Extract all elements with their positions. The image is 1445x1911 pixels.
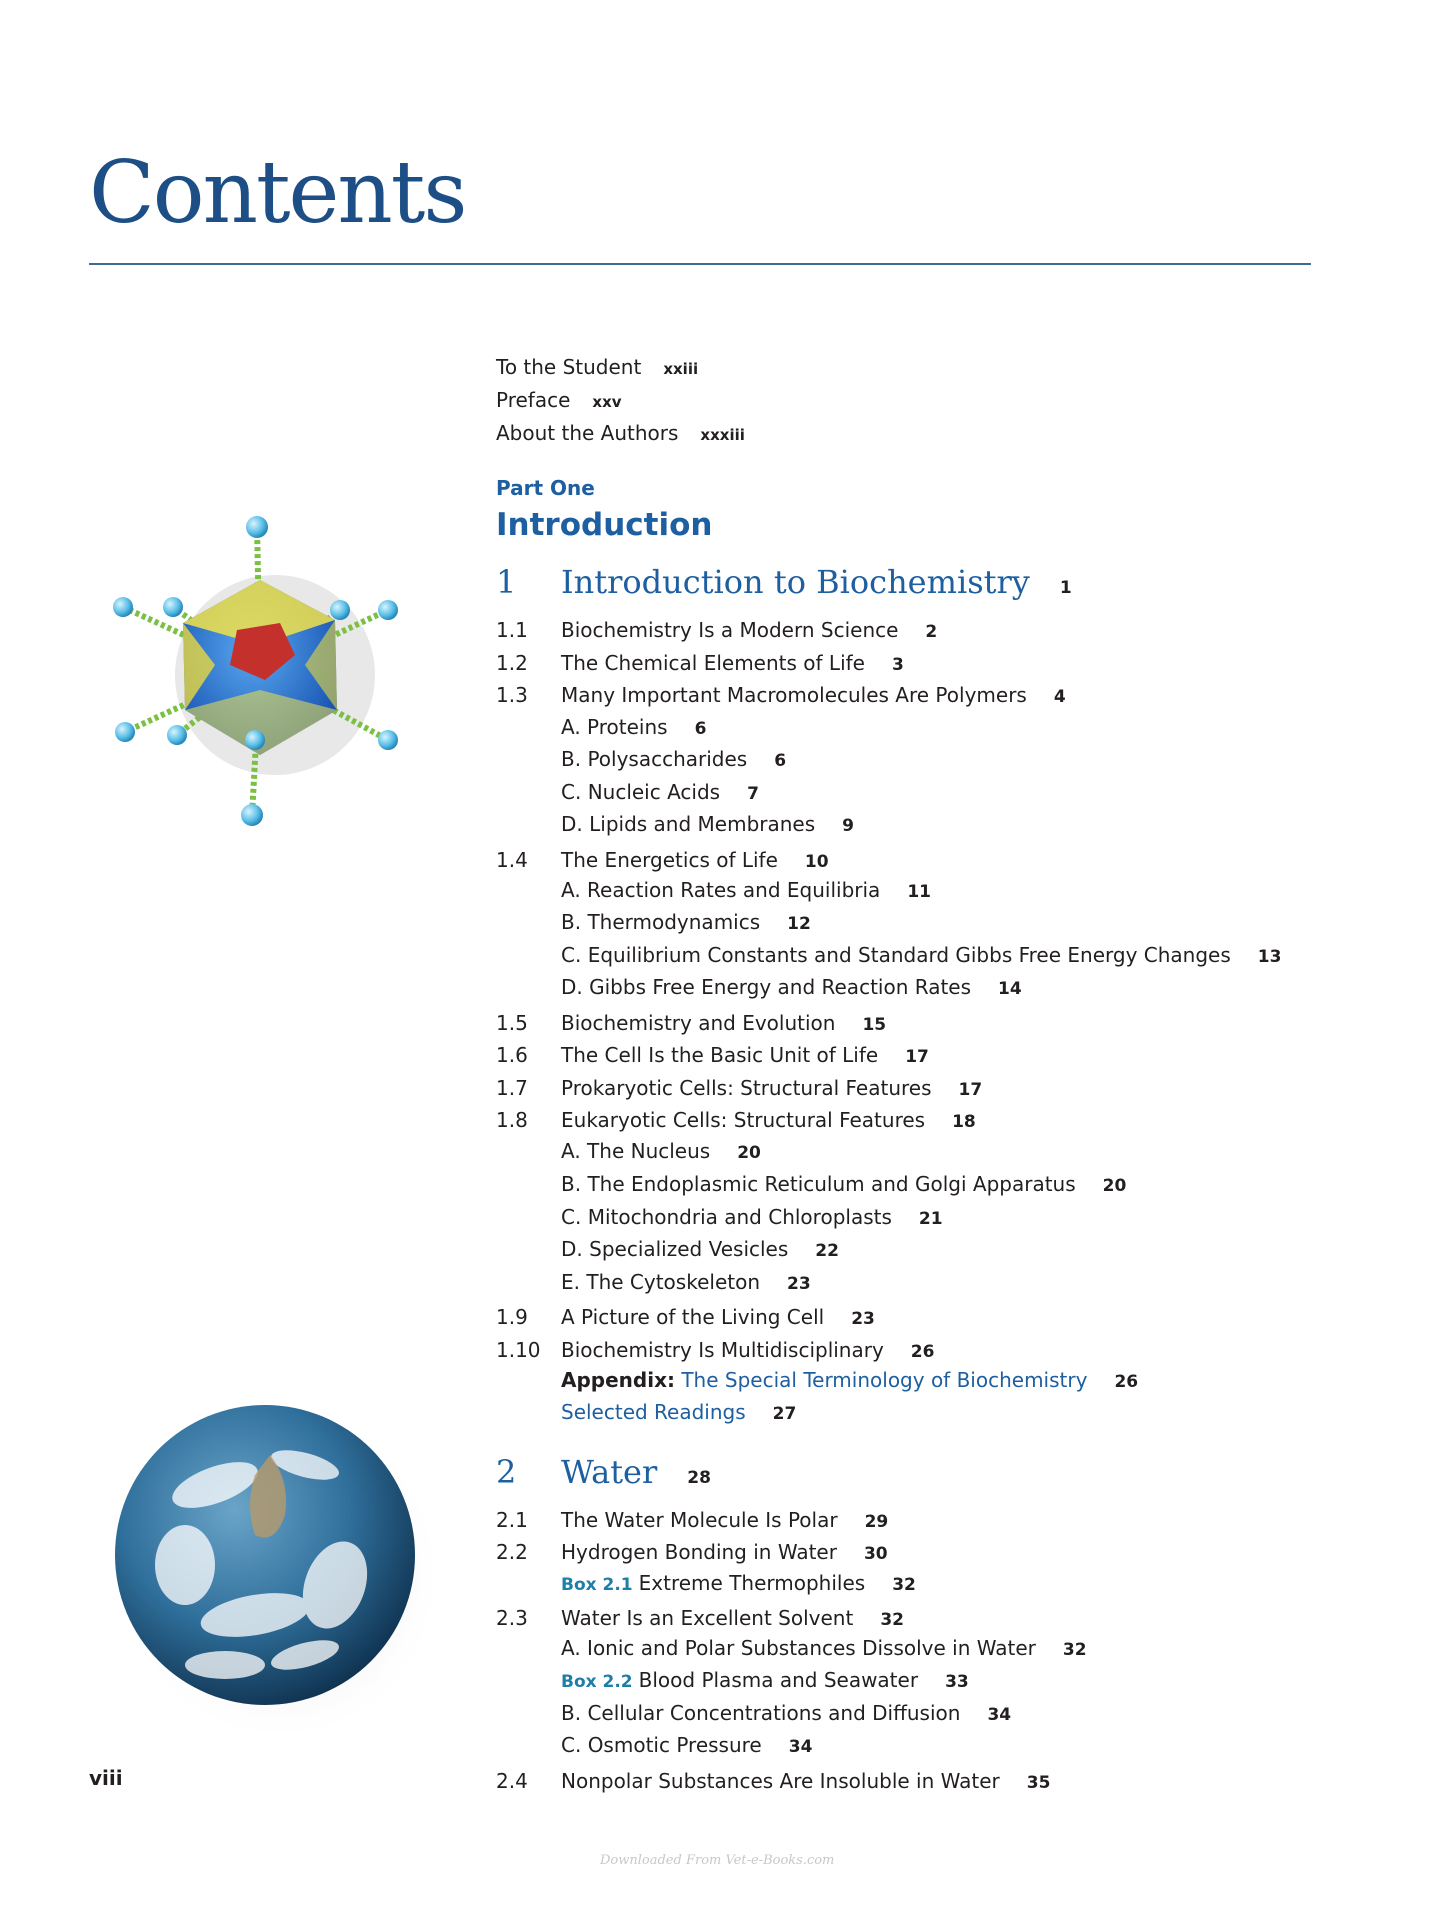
readings-title: Selected Readings bbox=[561, 1400, 746, 1424]
appendix-title: The Special Terminology of Biochemistry bbox=[681, 1368, 1088, 1392]
subsection-page: 22 bbox=[815, 1241, 839, 1261]
subsection-page: 7 bbox=[747, 784, 759, 804]
section-number: 1.8 bbox=[496, 1108, 528, 1132]
section-page: 30 bbox=[863, 1544, 888, 1564]
section-number: 2.1 bbox=[496, 1508, 528, 1532]
subsection-title: D. Specialized Vesicles 22 bbox=[561, 1237, 839, 1261]
page-folio: viii bbox=[89, 1766, 123, 1790]
section-title: Nonpolar Substances Are Insoluble in Water 35 bbox=[561, 1769, 1051, 1793]
box-page: 32 bbox=[892, 1575, 916, 1595]
entry-title: About the Authors bbox=[496, 421, 679, 445]
subsection-title: D. Lipids and Membranes 9 bbox=[561, 812, 854, 836]
box-page: 33 bbox=[945, 1672, 969, 1692]
section-number: 2.3 bbox=[496, 1606, 528, 1630]
section-page: 29 bbox=[864, 1512, 889, 1532]
chapter-title: Water 28 bbox=[561, 1453, 711, 1491]
section-page: 35 bbox=[1026, 1773, 1051, 1793]
chapter-title: Introduction to Biochemistry 1 bbox=[561, 563, 1072, 601]
subsection-page: 21 bbox=[918, 1209, 943, 1229]
toc-entry-about-the-authors[interactable] bbox=[496, 421, 745, 447]
subsection-page: 9 bbox=[842, 816, 854, 836]
subsection-title: D. Gibbs Free Energy and Reaction Rates 14 bbox=[561, 975, 1022, 999]
subsection-title: B. Thermodynamics 12 bbox=[561, 910, 811, 934]
appendix-label: Appendix: bbox=[561, 1368, 675, 1392]
subsection-page: 6 bbox=[694, 719, 707, 739]
section-page: 3 bbox=[891, 655, 904, 675]
entry-page: xxv bbox=[592, 393, 622, 411]
part-title: Introduction bbox=[496, 507, 713, 543]
section-title: Hydrogen Bonding in Water 30 bbox=[561, 1540, 888, 1564]
section-page: 32 bbox=[880, 1610, 904, 1630]
section-title: Eukaryotic Cells: Structural Features 18 bbox=[561, 1108, 976, 1132]
chapter-number: 1 bbox=[496, 563, 517, 601]
subsection-page: 12 bbox=[787, 914, 811, 934]
section-page: 17 bbox=[958, 1080, 983, 1100]
subsection-page: 23 bbox=[787, 1274, 811, 1294]
section-title: The Cell Is the Basic Unit of Life 17 bbox=[561, 1043, 929, 1067]
part-label: Part One bbox=[496, 476, 595, 500]
subsection-title: E. The Cytoskeleton 23 bbox=[561, 1270, 811, 1294]
section-title: A Picture of the Living Cell 23 bbox=[561, 1305, 875, 1329]
readings-entry bbox=[561, 1400, 796, 1426]
subsection-page: 34 bbox=[788, 1737, 813, 1757]
watermark: Downloaded From Vet-e-Books.com bbox=[600, 1853, 835, 1868]
chapter-page: 1 bbox=[1059, 578, 1072, 598]
entry-page: xxiii bbox=[663, 360, 699, 378]
box-label: Box 2.1 bbox=[561, 1575, 633, 1595]
page-title: Contents bbox=[89, 143, 466, 243]
subsection-title: B. Polysaccharides 6 bbox=[561, 747, 787, 771]
subsection-title: A. Ionic and Polar Substances Dissolve in Water 32 bbox=[561, 1636, 1087, 1660]
subsection-title: C. Osmotic Pressure 34 bbox=[561, 1733, 813, 1757]
subsection-page: 11 bbox=[907, 882, 931, 902]
chapter-number: 2 bbox=[496, 1453, 517, 1491]
section-number: 1.3 bbox=[496, 683, 528, 707]
section-number: 1.6 bbox=[496, 1043, 528, 1067]
toc-entry-preface[interactable] bbox=[496, 388, 622, 414]
subsection-page: 20 bbox=[1102, 1176, 1127, 1196]
subsection-title: A. Reaction Rates and Equilibria 11 bbox=[561, 878, 931, 902]
entry-title: To the Student bbox=[496, 355, 642, 379]
section-title: Many Important Macromolecules Are Polymers 4 bbox=[561, 683, 1066, 707]
section-number: 1.9 bbox=[496, 1305, 528, 1329]
subsection-title: B. Cellular Concentrations and Diffusion 34 bbox=[561, 1701, 1012, 1725]
section-number: 1.10 bbox=[496, 1338, 541, 1362]
subsection-title: C. Nucleic Acids 7 bbox=[561, 780, 759, 804]
subsection-page: 13 bbox=[1257, 947, 1282, 967]
section-page: 4 bbox=[1053, 687, 1066, 707]
section-number: 2.2 bbox=[496, 1540, 528, 1564]
appendix-entry bbox=[561, 1368, 1138, 1394]
entry-title: Preface bbox=[496, 388, 571, 412]
section-number: 1.4 bbox=[496, 848, 528, 872]
box-entry: Box 2.1 Extreme Thermophiles 32 bbox=[561, 1571, 916, 1595]
section-title: The Chemical Elements of Life 3 bbox=[561, 651, 904, 675]
section-title: Water Is an Excellent Solvent 32 bbox=[561, 1606, 904, 1630]
subsection-page: 14 bbox=[998, 979, 1022, 999]
section-title: The Water Molecule Is Polar 29 bbox=[561, 1508, 889, 1532]
appendix-page: 26 bbox=[1114, 1372, 1139, 1392]
box-entry: Box 2.2 Blood Plasma and Seawater 33 bbox=[561, 1668, 969, 1692]
section-number: 1.1 bbox=[496, 618, 528, 642]
section-page: 10 bbox=[804, 852, 829, 872]
section-title: Biochemistry Is Multidisciplinary 26 bbox=[561, 1338, 935, 1362]
subsection-title: C. Mitochondria and Chloroplasts 21 bbox=[561, 1205, 943, 1229]
entry-page: xxxiii bbox=[700, 426, 745, 444]
virus-capsid-illustration bbox=[105, 515, 425, 845]
subsection-page: 34 bbox=[987, 1705, 1012, 1725]
section-page: 26 bbox=[910, 1342, 935, 1362]
title-rule bbox=[89, 263, 1311, 265]
subsection-title: B. The Endoplasmic Reticulum and Golgi Apparatus 20 bbox=[561, 1172, 1127, 1196]
subsection-title: A. The Nucleus 20 bbox=[561, 1139, 761, 1163]
section-page: 2 bbox=[925, 622, 938, 642]
subsection-page: 6 bbox=[774, 751, 787, 771]
section-page: 18 bbox=[952, 1112, 976, 1132]
box-label: Box 2.2 bbox=[561, 1672, 633, 1692]
chapter-page: 28 bbox=[687, 1468, 711, 1488]
section-title: The Energetics of Life 10 bbox=[561, 848, 829, 872]
earth-globe-illustration bbox=[105, 1395, 435, 1755]
readings-page: 27 bbox=[772, 1404, 797, 1424]
subsection-title: A. Proteins 6 bbox=[561, 715, 707, 739]
toc-entry-to-the-student[interactable] bbox=[496, 355, 698, 381]
section-number: 1.7 bbox=[496, 1076, 528, 1100]
subsection-page: 20 bbox=[737, 1143, 761, 1163]
subsection-title: C. Equilibrium Constants and Standard Gibbs Free Energy Changes 13 bbox=[561, 943, 1282, 967]
section-page: 17 bbox=[905, 1047, 929, 1067]
section-number: 1.5 bbox=[496, 1011, 528, 1035]
section-number: 2.4 bbox=[496, 1769, 528, 1793]
section-page: 23 bbox=[851, 1309, 875, 1329]
section-number: 1.2 bbox=[496, 651, 528, 675]
section-title: Biochemistry and Evolution 15 bbox=[561, 1011, 887, 1035]
subsection-page: 32 bbox=[1062, 1640, 1087, 1660]
section-page: 15 bbox=[862, 1015, 887, 1035]
section-title: Biochemistry Is a Modern Science 2 bbox=[561, 618, 938, 642]
section-title: Prokaryotic Cells: Structural Features 17 bbox=[561, 1076, 983, 1100]
